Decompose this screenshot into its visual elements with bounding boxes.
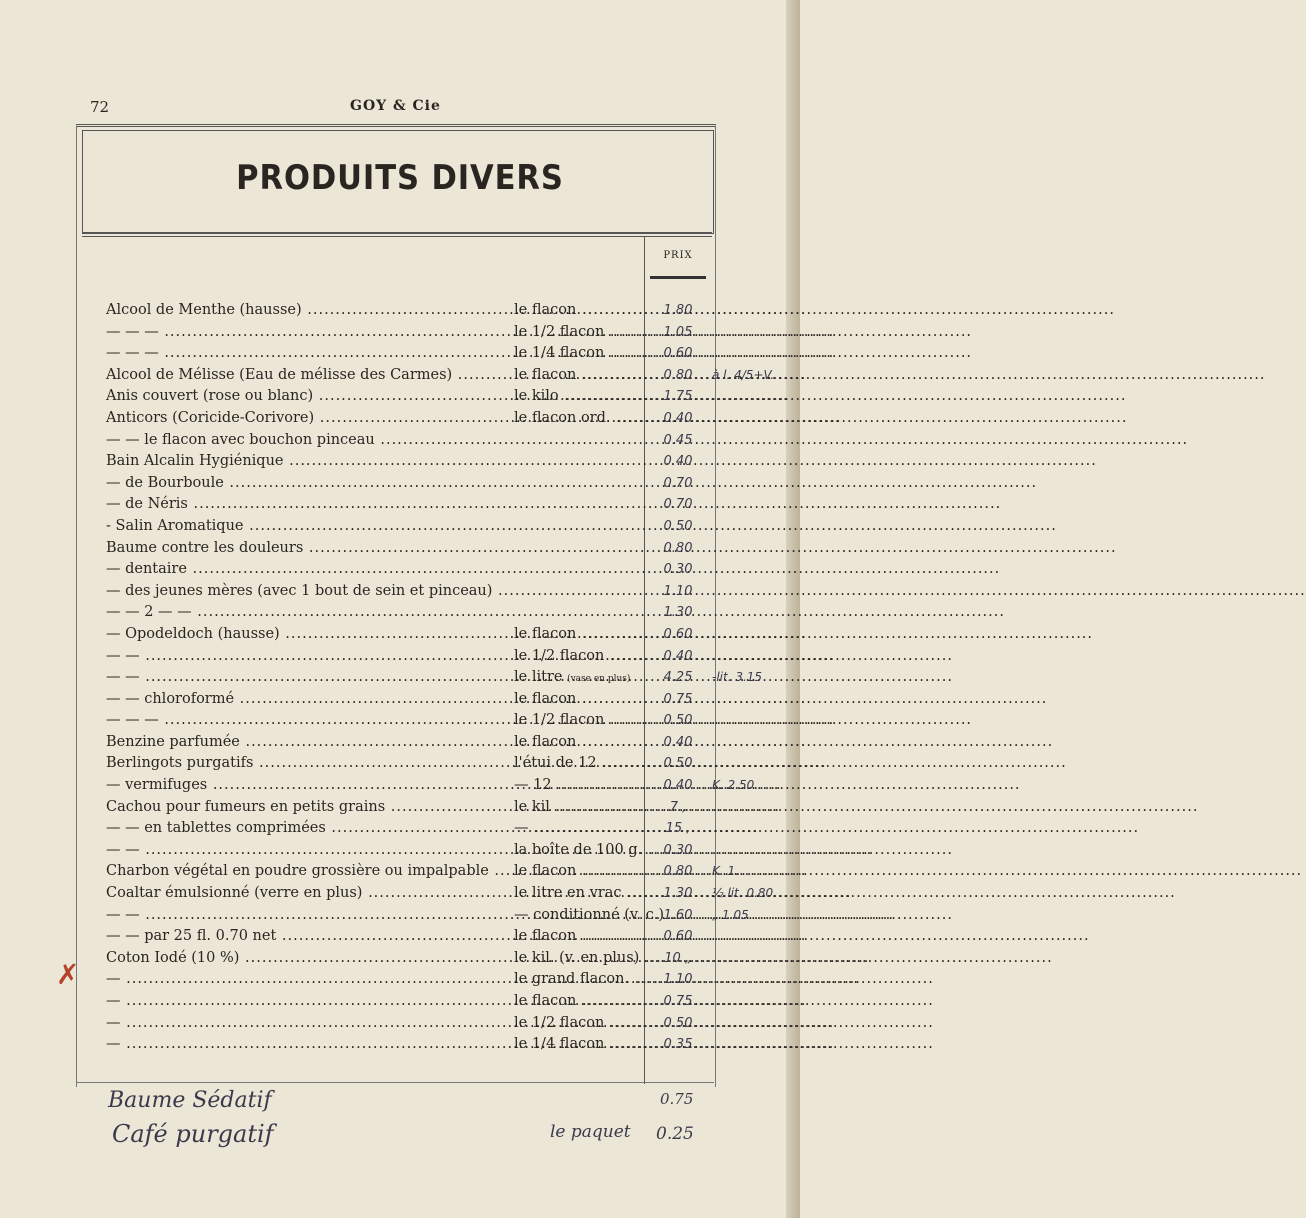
handwritten-note: à l. 4/5+V. <box>712 367 775 382</box>
product-label: — — par 25 fl. 0.70 net ..... <box>106 926 506 948</box>
product-label: — des jeunes mères (avec 1 bout de sein et pinceau) ..... <box>106 581 640 603</box>
product-row <box>0 969 800 991</box>
product-unit <box>514 926 642 948</box>
product-unit-text: le flacon <box>514 690 577 707</box>
product-row <box>0 516 800 538</box>
product-price: 1.80 <box>663 303 693 318</box>
product-row <box>0 343 800 365</box>
product-unit <box>514 818 642 840</box>
product-label: Baume contre les douleurs ..... <box>106 538 640 560</box>
product-unit <box>514 753 642 775</box>
product-unit <box>514 365 642 387</box>
product-row <box>0 775 800 797</box>
price-column-header: PRIX <box>663 250 693 261</box>
product-row <box>0 926 800 948</box>
product-label: — — 2 — — ..... <box>106 602 640 624</box>
product-price: 0.50 <box>663 518 693 534</box>
product-row <box>0 905 800 927</box>
product-price: 4.25 <box>663 670 693 686</box>
page-header <box>0 98 800 122</box>
product-label: — — — ..... <box>106 710 506 732</box>
product-unit <box>514 300 642 322</box>
product-unit-text: le flacon <box>514 625 577 642</box>
product-label: — — ..... <box>106 840 506 862</box>
product-unit-text: le 1/2 flacon <box>514 323 605 340</box>
product-row <box>0 602 800 624</box>
product-price: 0.50 <box>663 713 693 729</box>
product-label: — Opodeldoch (hausse) ..... <box>106 624 506 646</box>
product-label: Cachou pour fumeurs en petits grains ..... <box>106 797 506 819</box>
product-label: Charbon végétal en poudre grossière ou impalpable ..... <box>106 861 506 883</box>
product-unit-text: la boîte de 100 g. <box>514 841 643 858</box>
product-row <box>0 559 800 581</box>
product-price: 0.40 <box>663 454 693 470</box>
product-unit <box>514 408 642 430</box>
product-label: — de Néris ..... <box>106 494 640 516</box>
page-number: 72 <box>90 98 110 116</box>
product-unit <box>514 710 642 732</box>
handwritten-line-1: Baume Sédatif <box>108 1088 272 1113</box>
product-unit <box>514 840 642 862</box>
product-price: 7 , <box>669 799 687 815</box>
product-label: — — en tablettes comprimées ..... <box>106 818 506 840</box>
product-unit-text: le flacon <box>514 863 577 880</box>
product-row <box>0 581 800 603</box>
product-row <box>0 473 800 495</box>
cross-mark: ✗ <box>56 958 80 991</box>
handwritten-note: K. 2.50 <box>712 778 755 793</box>
product-price: 0.80 <box>663 864 693 880</box>
product-label: — ..... <box>106 1034 506 1056</box>
product-row <box>0 689 800 711</box>
product-unit-text: — 12 <box>514 777 552 794</box>
product-unit-text: le litre <box>514 669 563 686</box>
product-unit <box>514 667 642 691</box>
product-price: 0.40 <box>663 734 693 750</box>
product-label: — dentaire ..... <box>106 559 640 581</box>
product-row <box>0 365 800 387</box>
product-price: 0.40 <box>663 778 693 794</box>
product-unit-text: le flacon <box>514 993 577 1009</box>
product-row <box>0 818 800 840</box>
product-unit-text: — <box>514 820 529 837</box>
product-unit <box>514 343 642 365</box>
firm-name: GOY & Cie <box>350 98 441 114</box>
product-label: Coaltar émulsionné (verre en plus) ..... <box>106 883 506 905</box>
product-row <box>0 538 800 560</box>
product-unit <box>514 861 642 883</box>
product-price: 1.30 <box>663 886 693 902</box>
product-price: 0.80 <box>663 367 693 383</box>
title-rule <box>82 232 712 233</box>
product-price: 10 „ <box>664 950 692 966</box>
product-unit <box>514 646 642 668</box>
product-row <box>0 624 800 646</box>
product-label: — — ..... <box>106 667 506 689</box>
product-unit-text: le kilo <box>514 388 559 405</box>
product-row <box>0 948 800 970</box>
product-row <box>0 1034 800 1056</box>
product-label: — — — ..... <box>106 343 506 365</box>
product-row <box>0 646 800 668</box>
product-row <box>0 667 800 689</box>
product-list <box>0 300 800 1056</box>
product-unit <box>514 322 642 344</box>
product-unit-text: le kil. (v. en plus) <box>514 949 640 966</box>
product-unit-text: l'étui de 12 <box>514 755 597 772</box>
product-unit-text: le flacon <box>514 302 577 318</box>
product-label: — vermifuges ..... <box>106 775 506 797</box>
handwritten-note: -lit. 3.15 <box>712 670 763 685</box>
product-row <box>0 494 800 516</box>
product-row <box>0 1013 800 1035</box>
product-price: 0.50 <box>663 1015 693 1031</box>
product-price: 0.50 <box>663 756 693 772</box>
handwritten-line-2: Café purgatif <box>112 1120 274 1148</box>
product-price: 0.60 <box>663 346 693 362</box>
product-unit <box>514 969 642 991</box>
product-price: 1.30 <box>663 605 693 621</box>
product-price: 0.60 <box>663 929 693 945</box>
product-row <box>0 408 800 430</box>
product-row <box>0 430 800 452</box>
product-price: 0.45 <box>663 432 693 448</box>
page-title: PRODUITS DIVERS <box>236 158 564 198</box>
product-unit <box>514 624 642 646</box>
product-unit-text: le 1/4 flacon <box>514 345 605 362</box>
product-price: 1.10 <box>663 583 693 599</box>
product-price: 0.30 <box>663 842 693 858</box>
handwritten-line-1-price: 0.75 <box>660 1090 694 1108</box>
product-price: 0.35 <box>663 1037 693 1053</box>
price-header-underline <box>650 276 706 279</box>
bottom-rule <box>76 1082 714 1083</box>
handwritten-line-2-price: 0.25 <box>656 1124 694 1144</box>
product-price: 0.70 <box>663 497 693 513</box>
product-label: Berlingots purgatifs ..... <box>106 753 506 775</box>
product-unit <box>514 1034 642 1056</box>
product-label: — — ..... <box>106 646 506 668</box>
product-row <box>0 386 800 408</box>
handwritten-note: ½ lit. 0.80 <box>712 886 774 901</box>
product-label: Alcool de Menthe (hausse) ..... <box>106 300 506 322</box>
product-price: 0.70 <box>663 475 693 491</box>
product-row <box>0 991 800 1013</box>
product-label: — — ..... <box>106 905 506 927</box>
product-unit <box>514 991 642 1013</box>
product-unit <box>514 883 642 905</box>
product-row <box>0 300 800 322</box>
product-price: 0.75 <box>663 691 693 707</box>
product-unit-text: le grand flacon. <box>514 971 630 988</box>
handwritten-line-2-unit: le paquet <box>550 1122 631 1142</box>
product-unit-text: — conditionné (v. c.) <box>514 906 665 923</box>
product-label: Coton Iodé (10 %) ..... <box>106 948 506 970</box>
product-unit-text: le kil <box>514 798 550 815</box>
product-unit-text: le flacon <box>514 928 577 945</box>
product-unit <box>514 1013 642 1035</box>
product-unit-text: le flacon <box>514 733 577 750</box>
product-row <box>0 710 800 732</box>
product-label: — — chloroformé ..... <box>106 689 506 711</box>
product-label: Alcool de Mélisse (Eau de mélisse des Carmes) ..... <box>106 365 506 387</box>
product-label: — ..... <box>106 969 506 991</box>
product-unit <box>514 905 665 927</box>
product-label: Anis couvert (rose ou blanc) ..... <box>106 386 506 408</box>
product-unit <box>514 689 642 711</box>
product-price: 0.80 <box>663 540 693 556</box>
product-price: 1.10 <box>663 972 693 988</box>
product-label: Anticors (Coricide-Corivore) ..... <box>106 408 506 430</box>
product-row <box>0 840 800 862</box>
product-unit <box>514 797 642 819</box>
product-unit-text: le litre en vrac <box>514 885 622 902</box>
product-label: - Salin Aromatique ..... <box>106 516 640 538</box>
product-row <box>0 797 800 819</box>
product-unit <box>514 775 642 797</box>
product-price: 1.60 <box>663 907 693 923</box>
product-price: 0.40 <box>663 648 693 664</box>
product-price: 1.75 <box>663 389 693 405</box>
product-row <box>0 732 800 754</box>
title-rule <box>82 236 712 237</box>
product-label: — — — ..... <box>106 322 506 344</box>
product-label: — ..... <box>106 991 506 1013</box>
product-price: 1.05 <box>663 324 693 340</box>
product-price: 0.30 <box>663 562 693 578</box>
product-price: 0.60 <box>663 626 693 642</box>
product-price: 15 , <box>665 821 691 837</box>
product-unit <box>514 386 642 408</box>
product-row <box>0 753 800 775</box>
product-unit-text: le flacon ord. <box>514 409 611 426</box>
handwritten-note: K. 1. <box>712 864 739 879</box>
product-unit-text: le flacon <box>514 366 577 383</box>
product-row <box>0 322 800 344</box>
product-price: 0.40 <box>663 410 693 426</box>
product-label: — ..... <box>106 1013 506 1035</box>
handwritten-note: „ 1.05 <box>712 907 749 922</box>
product-label: — de Bourboule ..... <box>106 473 640 495</box>
product-row <box>0 883 800 905</box>
product-unit <box>514 948 642 970</box>
product-label: Bain Alcalin Hygiénique ..... <box>106 451 640 473</box>
product-unit-note: (vase en plus) <box>567 674 631 685</box>
product-unit-text: le 1/4 flacon <box>514 1036 605 1053</box>
product-unit <box>514 732 642 754</box>
product-price: 0.75 <box>663 994 693 1009</box>
product-label: — — le flacon avec bouchon pinceau ..... <box>106 430 640 452</box>
product-label: Benzine parfumée ..... <box>106 732 506 754</box>
product-unit-text: le 1/2 flacon <box>514 712 605 729</box>
product-unit-text: le 1/2 flacon <box>514 1014 605 1031</box>
product-unit-text: le 1/2 flacon <box>514 647 605 664</box>
product-row <box>0 861 800 883</box>
product-row <box>0 451 800 473</box>
